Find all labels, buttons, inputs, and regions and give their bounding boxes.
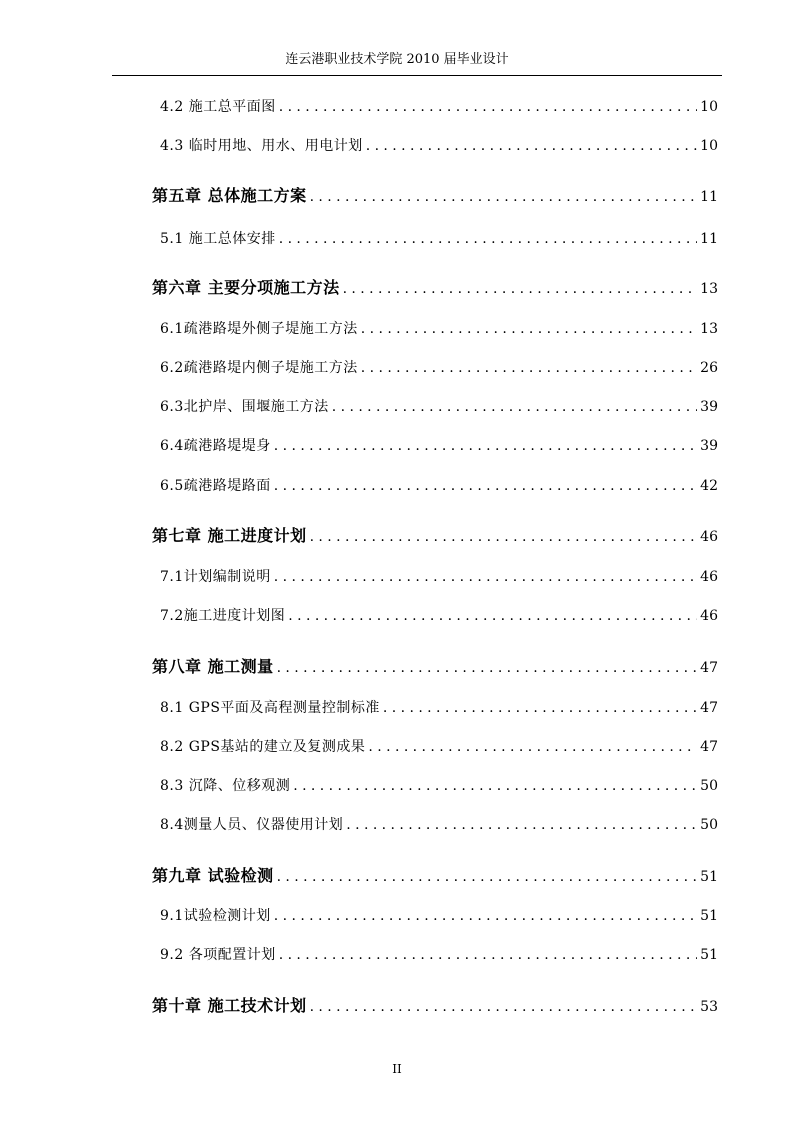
toc-dot-leader xyxy=(361,321,697,337)
toc-entry[interactable] xyxy=(160,318,718,338)
toc-dot-leader xyxy=(383,700,697,716)
toc-chapter-entry[interactable] xyxy=(152,275,718,298)
toc-entry[interactable] xyxy=(160,605,718,625)
toc-entry-label: 6.4疏港路堤堤身 xyxy=(160,438,271,454)
toc-entry-page: 50 xyxy=(700,817,718,833)
toc-entry-page: 47 xyxy=(700,660,718,676)
toc-entry[interactable] xyxy=(160,814,718,834)
toc-entry[interactable] xyxy=(160,228,718,248)
toc-chapter-label: 第五章 总体施工方案 xyxy=(152,186,307,205)
toc-entry-label: 8.3 沉降、位移观测 xyxy=(160,778,291,794)
toc-entry-page: 39 xyxy=(700,438,718,454)
toc-entry-page: 46 xyxy=(700,608,718,624)
toc-dot-leader xyxy=(274,569,697,585)
page-number: II xyxy=(392,1062,402,1076)
toc-entry-label: 8.4测量人员、仪器使用计划 xyxy=(160,817,344,833)
toc-entry[interactable] xyxy=(160,944,718,964)
toc-entry-page: 46 xyxy=(700,529,718,545)
toc-entry[interactable] xyxy=(160,736,718,756)
toc-entry-label: 6.2疏港路堤内侧子堤施工方法 xyxy=(160,360,358,376)
toc-entry-page: 50 xyxy=(700,778,718,794)
toc-chapter-label: 第十章 施工技术计划 xyxy=(152,996,307,1015)
toc-entry-page: 46 xyxy=(700,569,718,585)
toc-chapter-label: 第九章 试验检测 xyxy=(152,866,274,885)
toc-dot-leader xyxy=(332,399,697,415)
toc-dot-leader xyxy=(366,138,697,154)
toc-entry-label: 6.3北护岸、围堰施工方法 xyxy=(160,399,329,415)
toc-entry-page: 51 xyxy=(700,947,718,963)
toc-dot-leader xyxy=(343,281,698,297)
toc-dot-leader xyxy=(293,778,697,794)
toc-chapter-entry[interactable] xyxy=(152,654,718,677)
toc-entry[interactable] xyxy=(160,96,718,116)
toc-dot-leader xyxy=(368,739,697,755)
toc-entry[interactable] xyxy=(160,135,718,155)
toc-entry-page: 26 xyxy=(700,360,718,376)
toc-entry-page: 39 xyxy=(700,399,718,415)
toc-entry-label: 9.2 各项配置计划 xyxy=(160,947,276,963)
toc-entry-label: 8.2 GPS基站的建立及复测成果 xyxy=(160,739,366,755)
toc-dot-leader xyxy=(274,908,697,924)
toc-entry-label: 8.1 GPS平面及高程测量控制标准 xyxy=(160,700,380,716)
toc-entry-page: 51 xyxy=(700,869,718,885)
toc-chapter-entry[interactable] xyxy=(152,183,718,206)
toc-entry-page: 42 xyxy=(700,478,718,494)
toc-chapter-label: 第六章 主要分项施工方法 xyxy=(152,278,340,297)
toc-entry[interactable] xyxy=(160,396,718,416)
toc-entry[interactable] xyxy=(160,435,718,455)
toc-entry-page: 47 xyxy=(700,739,718,755)
toc-dot-leader xyxy=(277,869,698,885)
toc-entry-page: 10 xyxy=(700,99,718,115)
toc-dot-leader xyxy=(361,360,697,376)
toc-dot-leader xyxy=(279,99,697,115)
toc-entry-page: 51 xyxy=(700,908,718,924)
toc-dot-leader xyxy=(277,660,698,676)
toc-entry[interactable] xyxy=(160,775,718,795)
toc-dot-leader xyxy=(274,478,697,494)
toc-dot-leader xyxy=(310,529,698,545)
toc-chapter-label: 第七章 施工进度计划 xyxy=(152,526,307,545)
toc-dot-leader xyxy=(279,947,697,963)
toc-entry-page: 11 xyxy=(700,189,718,205)
toc-entry-page: 47 xyxy=(700,700,718,716)
toc-dot-leader xyxy=(279,231,697,247)
toc-entry[interactable] xyxy=(160,566,718,586)
toc-chapter-entry[interactable] xyxy=(152,993,718,1016)
toc-entry-label: 7.1计划编制说明 xyxy=(160,569,271,585)
toc-entry[interactable] xyxy=(160,697,718,717)
toc-entry[interactable] xyxy=(160,905,718,925)
toc-entry-page: 10 xyxy=(700,138,718,154)
toc-entry-label: 6.5疏港路堤路面 xyxy=(160,478,271,494)
toc-entry-label: 6.1疏港路堤外侧子堤施工方法 xyxy=(160,321,358,337)
toc-entry-page: 13 xyxy=(700,281,718,297)
toc-entry-page: 53 xyxy=(700,999,718,1015)
toc-entry-label: 4.3 临时用地、用水、用电计划 xyxy=(160,138,363,154)
toc-dot-leader xyxy=(274,438,697,454)
page-header: 连云港职业技术学院 2010 届毕业设计 xyxy=(285,52,509,67)
toc-entry-label: 9.1试验检测计划 xyxy=(160,908,271,924)
toc-entry-page: 13 xyxy=(700,321,718,337)
toc-entry[interactable] xyxy=(160,357,718,377)
toc-entry[interactable] xyxy=(160,475,718,495)
toc-chapter-entry[interactable] xyxy=(152,523,718,546)
toc-dot-leader xyxy=(310,999,698,1015)
toc-dot-leader xyxy=(346,817,697,833)
toc-dot-leader xyxy=(310,189,698,205)
toc-entry-label: 5.1 施工总体安排 xyxy=(160,231,276,247)
toc-entry-label: 7.2施工进度计划图 xyxy=(160,608,286,624)
toc-chapter-label: 第八章 施工测量 xyxy=(152,657,274,676)
toc-entry-label: 4.2 施工总平面图 xyxy=(160,99,276,115)
toc-entry-page: 11 xyxy=(700,231,718,247)
toc-dot-leader xyxy=(288,608,697,624)
toc-chapter-entry[interactable] xyxy=(152,863,718,886)
